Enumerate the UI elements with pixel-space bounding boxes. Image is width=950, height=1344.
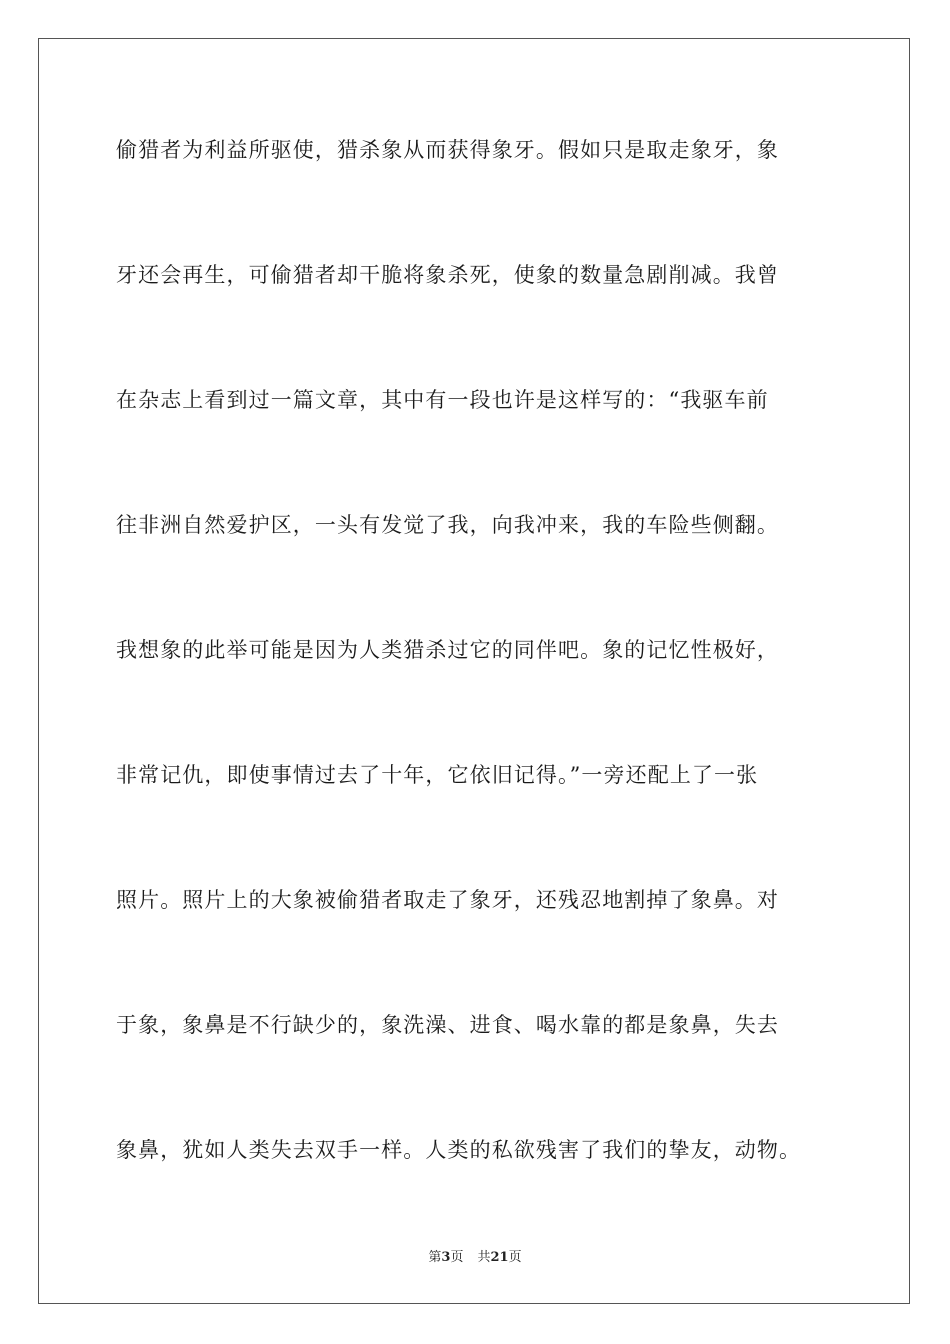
text-line: 我想象的此举可能是因为人类猎杀过它的同伴吧。象的记忆性极好， xyxy=(116,638,779,662)
total-page-count: 21 xyxy=(490,1250,509,1265)
text-line: 照片。照片上的大象被偷猎者取走了象牙，还残忍地割掉了象鼻。对 xyxy=(116,888,779,912)
total-prefix: 共 xyxy=(477,1250,491,1265)
page-suffix: 页 xyxy=(450,1250,464,1265)
text-line: 牙还会再生，可偷猎者却干脆将象杀死，使象的数量急剧削减。我曾 xyxy=(116,263,779,287)
text-line: 偷猎者为利益所驱使，猎杀象从而获得象牙。假如只是取走象牙，象 xyxy=(116,138,779,162)
text-line: 在杂志上看到过一篇文章，其中有一段也许是这样写的：“我驱车前 xyxy=(116,388,769,412)
current-page-number: 3 xyxy=(441,1250,451,1265)
page-prefix: 第 xyxy=(428,1250,442,1265)
total-suffix: 页 xyxy=(508,1250,522,1265)
text-line: 往非洲自然爱护区，一头有发觉了我，向我冲来，我的车险些侧翻。 xyxy=(116,513,779,537)
text-line: 于象，象鼻是不行缺少的，象洗澡、进食、喝水靠的都是象鼻，失去 xyxy=(116,1013,779,1037)
text-line: 象鼻，犹如人类失去双手一样。人类的私欲残害了我们的挚友，动物。 xyxy=(116,1138,802,1162)
page-footer xyxy=(0,1246,950,1265)
text-line: 非常记仇，即使事情过去了十年，它依旧记得。”一旁还配上了一张 xyxy=(116,763,759,787)
body-text xyxy=(116,120,836,1245)
